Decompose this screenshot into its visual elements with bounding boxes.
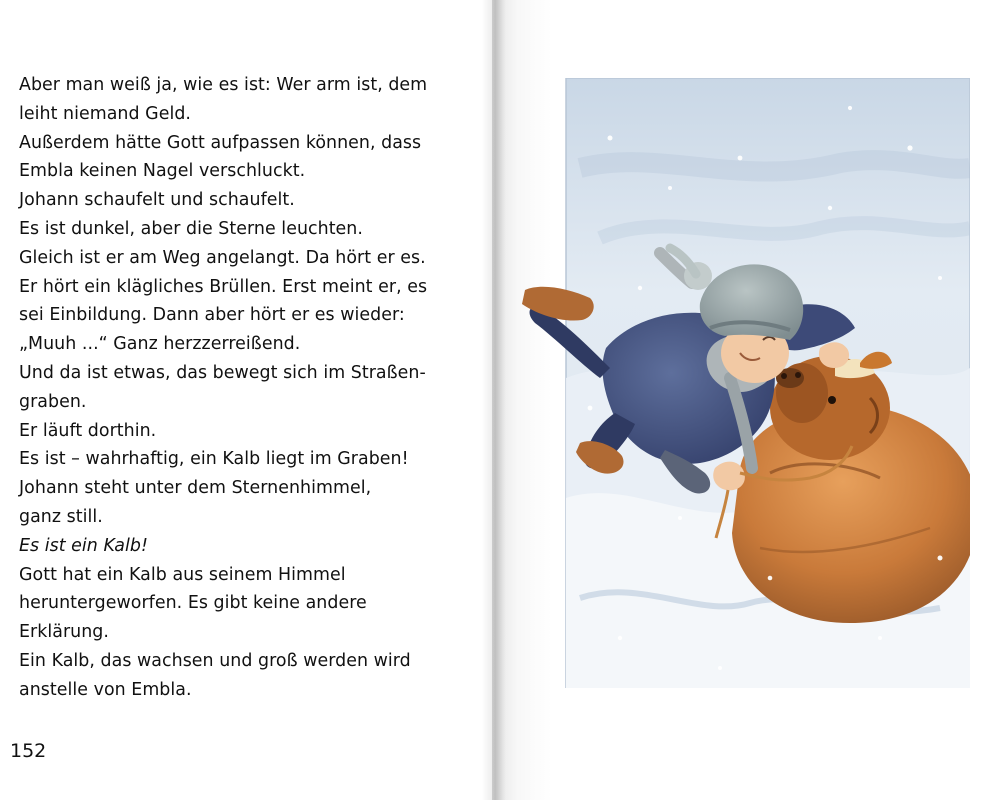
text-line: Aber man weiß ja, wie es ist: Wer arm ist, dem <box>19 75 428 95</box>
text-line: „Muuh ...“ Ganz herzzerreißend. <box>19 334 301 355</box>
boy-hugging-calf-in-snow-illustration <box>520 78 970 688</box>
text-line: Ein Kalb, das wachsen und groß werden wird <box>19 650 411 671</box>
text-line: anstelle von Embla. <box>19 679 192 700</box>
text-line: Embla keinen Nagel verschluckt. <box>19 161 306 182</box>
text-line: Und da ist etwas, das bewegt sich im Straßen- <box>19 362 426 383</box>
book-gutter <box>482 0 506 800</box>
text-line: sei Einbildung. Dann aber hört er es wieder: <box>19 305 405 326</box>
text-line: Johann steht unter dem Sternenhimmel, <box>19 478 372 499</box>
text-line: Gott hat ein Kalb aus seinem Himmel <box>19 564 346 585</box>
text-line: Es ist – wahrhaftig, ein Kalb liegt im Graben! <box>19 449 409 470</box>
text-line: leiht niemand Geld. <box>19 103 191 124</box>
text-line: ganz still. <box>19 506 103 527</box>
text-line: graben. <box>19 391 87 412</box>
page-number: 152 <box>10 740 47 762</box>
text-line: Johann schaufelt und schaufelt. <box>19 190 295 211</box>
story-text <box>19 71 449 705</box>
text-line-italic: Es ist ein Kalb! <box>19 535 148 556</box>
left-page[interactable] <box>0 0 492 800</box>
text-line: Er hört ein klägliches Brüllen. Erst meint er, es <box>19 276 428 297</box>
text-line: Außerdem hätte Gott aufpassen können, dass <box>19 132 422 153</box>
text-line: Er läuft dorthin. <box>19 420 157 441</box>
text-line: Gleich ist er am Weg angelangt. Da hört er es. <box>19 247 426 268</box>
text-line: heruntergeworfen. Es gibt keine andere <box>19 593 367 614</box>
text-line: Es ist dunkel, aber die Sterne leuchten. <box>19 218 363 239</box>
text-line: Erklärung. <box>19 622 109 643</box>
